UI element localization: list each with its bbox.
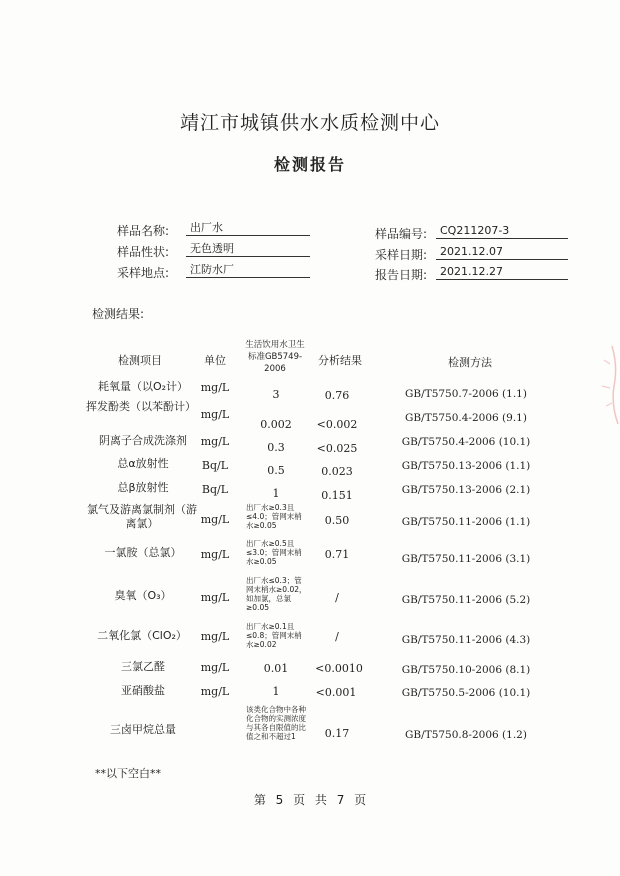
sample-name-label: 样品名称: <box>117 224 170 238</box>
row-result: 0.50 <box>324 514 350 527</box>
row-result: <0.025 <box>316 442 358 455</box>
row-method: GB/T5750.4-2006 (10.1) <box>401 436 531 448</box>
row-item: 总β放射性 <box>117 481 169 494</box>
report-date-value: 2021.12.27 <box>436 265 568 280</box>
row-limit: 0.002 <box>260 418 292 431</box>
row-unit: mg/L <box>200 685 230 698</box>
results-section-label: 检测结果: <box>92 307 145 321</box>
row-item: 耗氧量（以O₂计） <box>97 380 189 393</box>
row-unit: Bq/L <box>201 483 229 496</box>
page-number: 第 5 页 共 7 页 <box>253 793 367 807</box>
row-item: 亚硝酸盐 <box>121 684 165 697</box>
sample-date-value: 2021.12.07 <box>436 245 568 260</box>
sample-id-label: 样品编号: <box>375 227 428 241</box>
row-method: GB/T5750.13-2006 (1.1) <box>401 460 531 472</box>
row-unit: mg/L <box>200 630 230 643</box>
row-item: 臭氧（O₃） <box>114 589 172 602</box>
row-method: GB/T5750.5-2006 (10.1) <box>401 687 531 699</box>
org-title: 靖江市城镇供水水质检测中心 <box>179 112 440 134</box>
sample-date-label: 采样日期: <box>375 248 428 262</box>
row-item: 一氯胺（总氯） <box>104 546 182 559</box>
empty-note: **以下空白** <box>95 767 161 780</box>
col-header-result: 分析结果 <box>318 354 362 367</box>
col-header-method: 检测方法 <box>448 356 492 369</box>
row-limit: 1 <box>272 685 280 698</box>
row-method: GB/T5750.4-2006 (9.1) <box>405 412 527 424</box>
sample-state-value: 无色透明 <box>186 242 310 257</box>
row-item: 氯气及游离氯制剂（游离氯） <box>87 503 197 530</box>
row-limit: 0.5 <box>267 464 285 477</box>
row-limit: 出厂水≥0.3且≤4.0；管网末梢水≥0.05 <box>246 503 302 530</box>
row-result: 0.71 <box>324 548 350 561</box>
row-result: / <box>335 630 339 643</box>
row-method: GB/T5750.10-2006 (8.1) <box>401 664 531 676</box>
row-limit: 该类化合物中各种化合物的实测浓度与其各自限值的比值之和不超过1 <box>246 705 306 741</box>
row-unit: mg/L <box>200 591 230 604</box>
row-result: 0.76 <box>324 389 350 402</box>
sample-site-label: 采样地点: <box>117 266 170 280</box>
row-item: 阴离子合成洗涤剂 <box>99 434 187 447</box>
row-item: 二氧化氯（ClO₂） <box>97 629 187 642</box>
row-item: 三氯乙醛 <box>121 660 165 673</box>
row-method: GB/T5750.11-2006 (5.2) <box>401 594 531 606</box>
row-item: 三卤甲烷总量 <box>110 723 176 736</box>
sample-state-label: 样品性状: <box>117 245 170 259</box>
row-unit: mg/L <box>200 435 230 448</box>
row-unit: mg/L <box>200 548 230 561</box>
row-method: GB/T5750.11-2006 (3.1) <box>401 553 531 565</box>
row-limit: 出厂水≥0.5且≤3.0；管网末梢水≥0.05 <box>246 539 302 566</box>
row-result: 0.151 <box>321 489 353 502</box>
sample-site-value: 江防水厂 <box>186 263 310 278</box>
row-unit: mg/L <box>200 381 230 394</box>
row-unit: mg/L <box>200 408 230 421</box>
col-header-item: 检测项目 <box>118 354 162 367</box>
row-unit: mg/L <box>200 661 230 674</box>
col-header-unit: 单位 <box>204 354 226 367</box>
row-limit: 出厂水≤0.3；管网末梢水≥0.02，如加氯，总氯≥0.05 <box>246 576 307 612</box>
row-item: 挥发酚类（以苯酚计） <box>86 400 196 413</box>
col-header-limit: 生活饮用水卫生标准GB5749-2006 <box>245 340 305 374</box>
row-method: GB/T5750.13-2006 (2.1) <box>401 484 531 496</box>
row-method: GB/T5750.8-2006 (1.2) <box>405 729 527 741</box>
row-unit: mg/L <box>200 513 230 526</box>
row-method: GB/T5750.11-2006 (4.3) <box>401 634 531 646</box>
sample-id-value: CQ211207-3 <box>436 224 568 239</box>
row-result: <0.0010 <box>315 662 363 675</box>
report-title: 检测报告 <box>273 155 346 174</box>
row-result: <0.001 <box>315 686 357 699</box>
row-unit: Bq/L <box>201 459 229 472</box>
row-method: GB/T5750.11-2006 (1.1) <box>401 516 531 528</box>
row-limit: 出厂水≥0.1且≤0.8；管网末梢水≥0.02 <box>246 622 302 649</box>
stamp-fragment <box>594 340 620 430</box>
row-result: 0.17 <box>324 727 350 740</box>
row-result: 0.023 <box>321 465 353 478</box>
row-result: / <box>335 591 339 604</box>
report-date-label: 报告日期: <box>375 268 428 282</box>
row-limit: 0.01 <box>263 662 289 675</box>
row-result: <0.002 <box>316 418 358 431</box>
sample-name-value: 出厂水 <box>186 221 310 236</box>
row-limit: 3 <box>272 388 280 401</box>
row-method: GB/T5750.7-2006 (1.1) <box>405 388 527 400</box>
row-item: 总α放射性 <box>117 457 169 470</box>
row-limit: 0.3 <box>267 441 285 454</box>
row-limit: 1 <box>272 487 280 500</box>
